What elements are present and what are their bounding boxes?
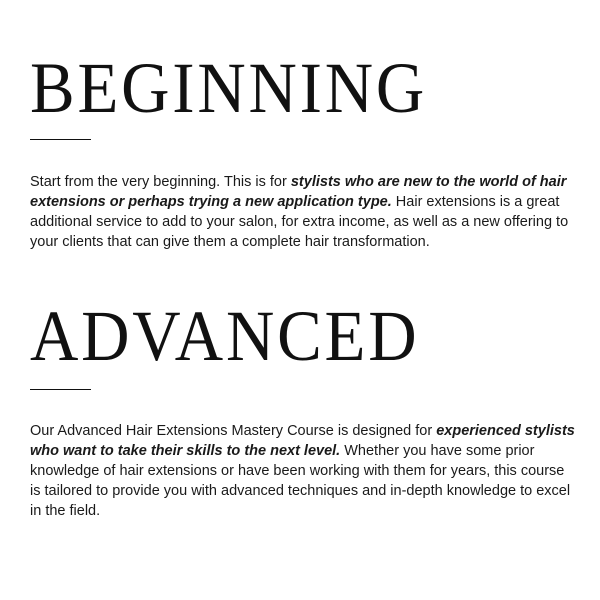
- beginning-divider: [30, 139, 91, 140]
- advanced-heading: ADVANCED: [30, 296, 420, 376]
- advanced-rest-text: Whether you have some prior knowledge of hair extensions or have been working with them for years, this course is tailored to provide you with advanced techniques and in-depth knowledge to excel in the field.: [30, 443, 571, 519]
- advanced-section: [30, 296, 575, 521]
- advanced-intro-text: Our Advanced Hair Extensions Mastery Course is designed for: [30, 423, 437, 439]
- advanced-divider: [30, 389, 91, 390]
- advanced-description: [30, 421, 575, 521]
- beginning-section: [30, 48, 575, 252]
- beginning-rest-text: Hair extensions is a great additional service to add to your salon, for extra income, as well as a new offering to your clients that can give them a complete hair transformation.: [30, 194, 569, 250]
- beginning-heading: BEGINNING: [30, 48, 428, 128]
- advanced-emphasis-text: experienced stylists who want to take their skills to the next level.: [30, 423, 575, 459]
- beginning-intro-text: Start from the very beginning. This is for: [30, 174, 291, 190]
- beginning-description: [30, 172, 575, 252]
- beginning-emphasis-text: stylists who are new to the world of hair extensions or perhaps trying a new application type.: [30, 174, 567, 210]
